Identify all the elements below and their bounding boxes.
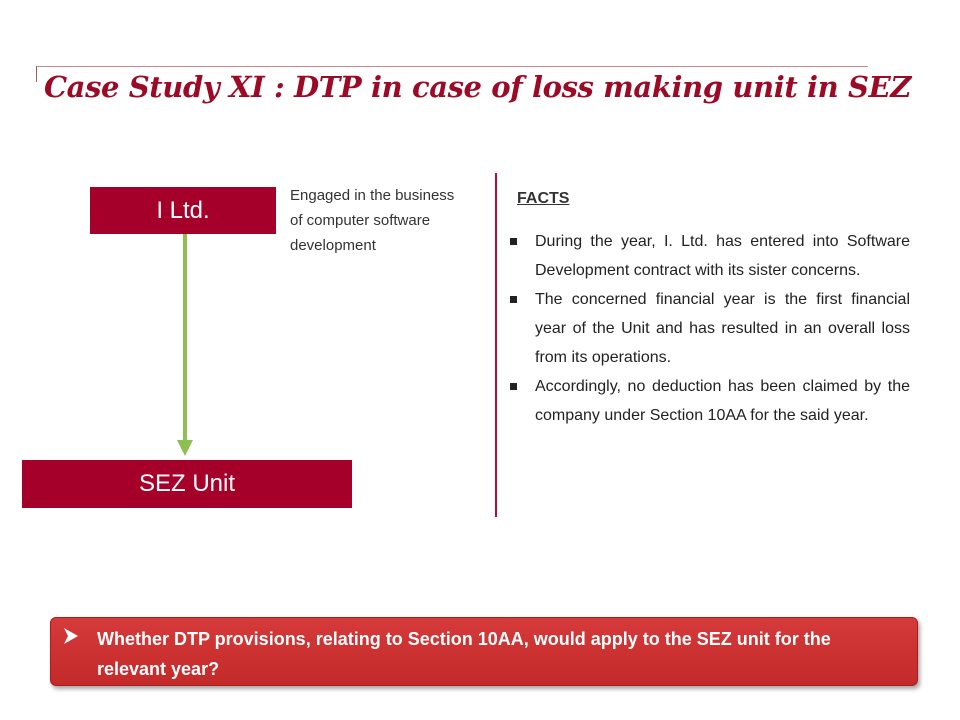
sez-unit-label: SEZ Unit: [138, 470, 236, 497]
fact-text: During the year, I. Ltd. has entered into Software Development contract with its sister concerns.: [535, 233, 910, 279]
title-rule-tick: [36, 66, 37, 82]
question-callout: [50, 617, 918, 686]
sez-unit-box: [22, 460, 352, 508]
parent-company-label: I Ltd.: [156, 196, 210, 224]
square-bullet-icon: [510, 383, 517, 390]
square-bullet-icon: [510, 238, 517, 245]
down-arrow-icon: [170, 234, 200, 460]
list-item: [510, 372, 910, 430]
question-text: Whether DTP provisions, relating to Section 10AA, would apply to the SEZ unit for the relevant year?: [97, 629, 831, 679]
list-item: [510, 285, 910, 372]
arrowhead-bullet-icon: [63, 627, 79, 645]
fact-text: The concerned financial year is the first financial year of the Unit and has resulted in an overall loss from its operations.: [535, 291, 910, 366]
parent-company-box: [90, 187, 276, 234]
slide-title: Case Study XI : DTP in case of loss making unit in SEZ: [44, 70, 912, 104]
list-item: [510, 227, 910, 285]
square-bullet-icon: [510, 296, 517, 303]
facts-heading: FACTS: [517, 190, 570, 207]
title-rule: [36, 66, 868, 67]
fact-text: Accordingly, no deduction has been claimed by the company under Section 10AA for the said year.: [535, 378, 910, 424]
vertical-divider: [495, 173, 497, 517]
facts-list: [510, 227, 910, 430]
parent-company-note: Engaged in the business of computer software development: [290, 187, 455, 254]
